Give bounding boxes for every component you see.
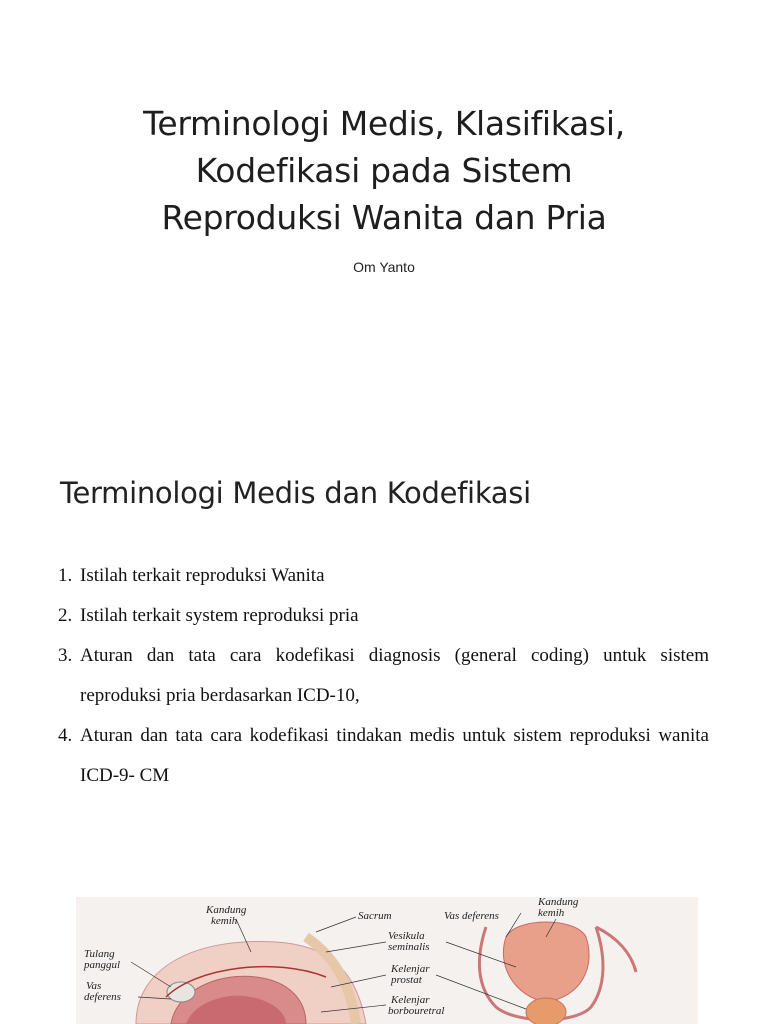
label-borbouretral: borbouretral [388, 1005, 445, 1017]
leader-line [326, 942, 386, 952]
label-kemih-2: kemih [538, 907, 565, 919]
label-panggul: panggul [84, 959, 121, 971]
list-item-text: Aturan dan tata cara kodefikasi diagnosis (general coding) untuk sistem reproduksi pria berdasarkan ICD-10, [80, 645, 709, 706]
label-prostat: prostat [391, 974, 422, 986]
content-slide [0, 430, 768, 1024]
label-kelenjar-bulbo: Kelenjar [391, 994, 430, 1006]
label-kemih: kemih [211, 915, 238, 927]
title-line-2: Kodefikasi pada Sistem [195, 151, 573, 191]
bladder-front-shape [503, 922, 589, 1002]
title-line-3: Reproduksi Wanita dan Pria [161, 198, 607, 238]
list-item [58, 636, 709, 716]
anatomy-illustration [76, 897, 698, 1024]
prostate-shape [526, 998, 566, 1024]
label-kandung-kemih-2: Kandung [538, 897, 579, 908]
list-item [58, 596, 709, 636]
section-title: Terminologi Medis dan Kodefikasi [60, 476, 531, 510]
label-vas: Vas [86, 980, 102, 992]
list-item-number: 3. [58, 645, 73, 666]
author-name: Om Yanto [353, 259, 415, 275]
label-kandung-kemih: Kandung [206, 904, 247, 916]
reproductive-anatomy-svg [76, 897, 698, 1024]
label-tulang: Tulang [84, 948, 115, 960]
list-item [58, 556, 709, 596]
label-vesikula: Vesikula [388, 930, 425, 942]
label-kelenjar-prostat: Kelenjar [391, 963, 430, 975]
list-item-number: 1. [58, 565, 73, 586]
label-vas-deferens-top: Vas deferens [444, 910, 499, 922]
label-sacrum: Sacrum [358, 910, 392, 922]
label-deferens: deferens [84, 991, 121, 1003]
list-item-number: 4. [58, 725, 73, 746]
topic-list [58, 556, 709, 796]
list-item-text: Istilah terkait reproduksi Wanita [80, 565, 325, 586]
list-item-text: Aturan dan tata cara kodefikasi tindakan medis untuk sistem reproduksi wanita ICD-9- CM [80, 725, 709, 786]
list-item-text: Istilah terkait system reproduksi pria [80, 605, 359, 626]
presentation-title [60, 100, 708, 241]
title-slide [0, 0, 768, 430]
label-seminalis: seminalis [388, 941, 430, 953]
list-item [58, 716, 709, 796]
list-item-number: 2. [58, 605, 73, 626]
title-line-1: Terminologi Medis, Klasifikasi, [143, 104, 625, 144]
leader-line [316, 917, 356, 932]
